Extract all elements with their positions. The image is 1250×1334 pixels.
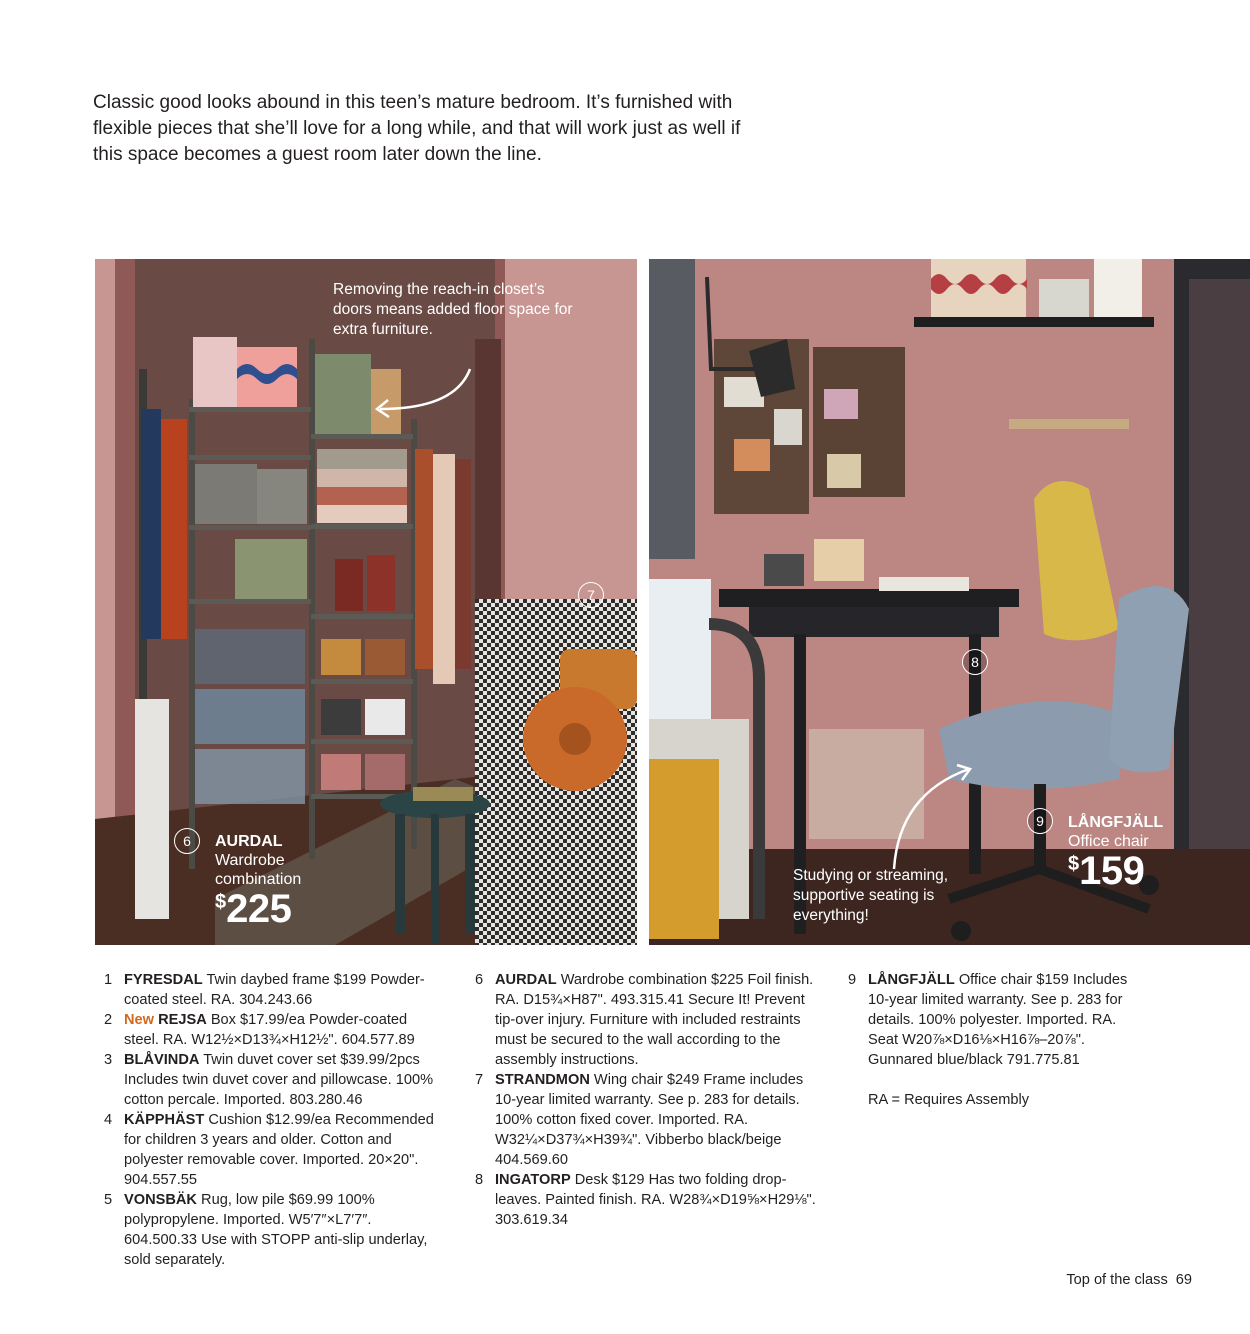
langfjall-currency: $ — [1068, 853, 1080, 875]
callout-6: 6 — [174, 828, 200, 854]
ra-note: RA = Requires Assembly — [868, 1092, 1030, 1108]
product-item-number: 2 — [104, 1012, 113, 1028]
product-item-number: 1 — [104, 972, 113, 988]
product-item — [96, 1010, 446, 1050]
product-list-col-1 — [96, 970, 446, 1270]
product-item-name: AURDAL — [495, 972, 557, 988]
langfjall-name: LÅNGFJÄLL — [1068, 814, 1164, 831]
product-item — [467, 1170, 827, 1230]
product-item-text: Office chair $159 Includes 10-year limited warranty. See p. 283 for details. 100% polyester. Imported. RA. Seat W20⅞×D16⅛×H16⅞–20⅞". Gunnared blue/black 791.775.81 — [868, 972, 1128, 1068]
section-title: Top of the class — [1066, 1272, 1168, 1288]
product-item-text: Box $17.99/ea Powder-coated steel. RA. W12½×D13¾×H12½". 604.577.89 — [124, 1012, 415, 1048]
product-item-name: KÄPPHÄST — [124, 1112, 205, 1128]
aurdal-price — [215, 889, 301, 938]
product-list-col-3-items — [840, 970, 1140, 1070]
product-list-col-3 — [840, 970, 1140, 1110]
product-item-text: Wardrobe combination $225 Foil finish. RA. D15¾×H87". 493.315.41 Secure It! Prevent tip-over injury. Furniture with included restraints must be secured to the wall according to the assembly instructions. — [495, 972, 814, 1068]
new-badge: New — [124, 1012, 155, 1028]
product-item-name: LÅNGFJÄLL — [868, 972, 955, 988]
product-list-col-2 — [467, 970, 827, 1230]
product-item-name: VONSBÄK — [124, 1192, 197, 1208]
product-item-text: Wing chair $249 Frame includes 10-year limited warranty. See p. 283 for details. 100% cotton fixed cover. Imported. RA. W32¼×D37¾×H39¾". Vibberbo black/beige 404.569.60 — [495, 1072, 804, 1168]
langfjall-title — [1068, 813, 1163, 900]
product-item-name: STRANDMON — [495, 1072, 590, 1088]
aurdal-title — [215, 832, 301, 938]
product-item-text: Desk $129 Has two folding drop-leaves. Painted finish. RA. W28¾×D19⅝×H29⅛". 303.619.34 — [495, 1172, 816, 1228]
product-item-number: 8 — [475, 1172, 484, 1188]
aurdal-desc-2: combination — [215, 871, 302, 888]
aurdal-amount: 225 — [226, 887, 292, 931]
aurdal-name: AURDAL — [215, 833, 283, 850]
callout-7: 7 — [578, 582, 604, 608]
callout-8: 8 — [962, 649, 988, 675]
closet-caption: Removing the reach-in closet’s doors means added floor space for extra furniture. — [333, 281, 573, 338]
intro-paragraph: Classic good looks abound in this teen’s mature bedroom. It’s furnished with flexible pieces that she’ll love for a long while, and that will work just as well if this space becomes a guest room later down the line. — [93, 92, 741, 165]
product-item-text: Twin duvet cover set $39.99/2pcs Includes twin duvet cover and pillowcase. 100% cotton percale. Imported. 803.280.46 — [124, 1052, 434, 1108]
product-item-number: 3 — [104, 1052, 113, 1068]
product-item-number: 4 — [104, 1112, 113, 1128]
product-item-name: REJSA — [158, 1012, 207, 1028]
product-item-number: 7 — [475, 1072, 484, 1088]
product-item-text: Twin daybed frame $199 Powder-coated steel. RA. 304.243.66 — [124, 972, 425, 1008]
product-item-number: 6 — [475, 972, 484, 988]
langfjall-amount: 159 — [1079, 849, 1145, 893]
product-item-name: BLÅVINDA — [124, 1052, 200, 1068]
page-footer — [1066, 1272, 1192, 1288]
callout-9: 9 — [1027, 808, 1053, 834]
langfjall-price — [1068, 851, 1163, 900]
product-item — [467, 1070, 827, 1170]
product-item-number: 5 — [104, 1192, 113, 1208]
aurdal-currency: $ — [215, 891, 227, 913]
product-item — [840, 970, 1140, 1070]
aurdal-desc-1: Wardrobe — [215, 852, 285, 869]
product-item-text: Rug, low pile $69.99 100% polypropylene. Imported. W5′7″×L7′7″. 604.500.33 Use with STOPP anti-slip underlay, sold separately. — [124, 1192, 428, 1268]
product-item-name: FYRESDAL — [124, 972, 203, 988]
langfjall-desc: Office chair — [1068, 833, 1149, 850]
product-item — [467, 970, 827, 1070]
product-item-number: 9 — [848, 972, 857, 988]
chair-caption: Studying or streaming, supportive seating is everything! — [793, 867, 949, 924]
product-item-text: Cushion $12.99/ea Recommended for children 3 years and older. Cotton and polyester removable cover. Imported. 20×20". 904.557.55 — [124, 1112, 434, 1188]
page-number: 69 — [1175, 1272, 1192, 1288]
product-item — [96, 1110, 446, 1190]
product-item — [96, 1050, 446, 1110]
product-item — [96, 970, 446, 1010]
product-item-name: INGATORP — [495, 1172, 571, 1188]
product-item — [96, 1190, 446, 1270]
